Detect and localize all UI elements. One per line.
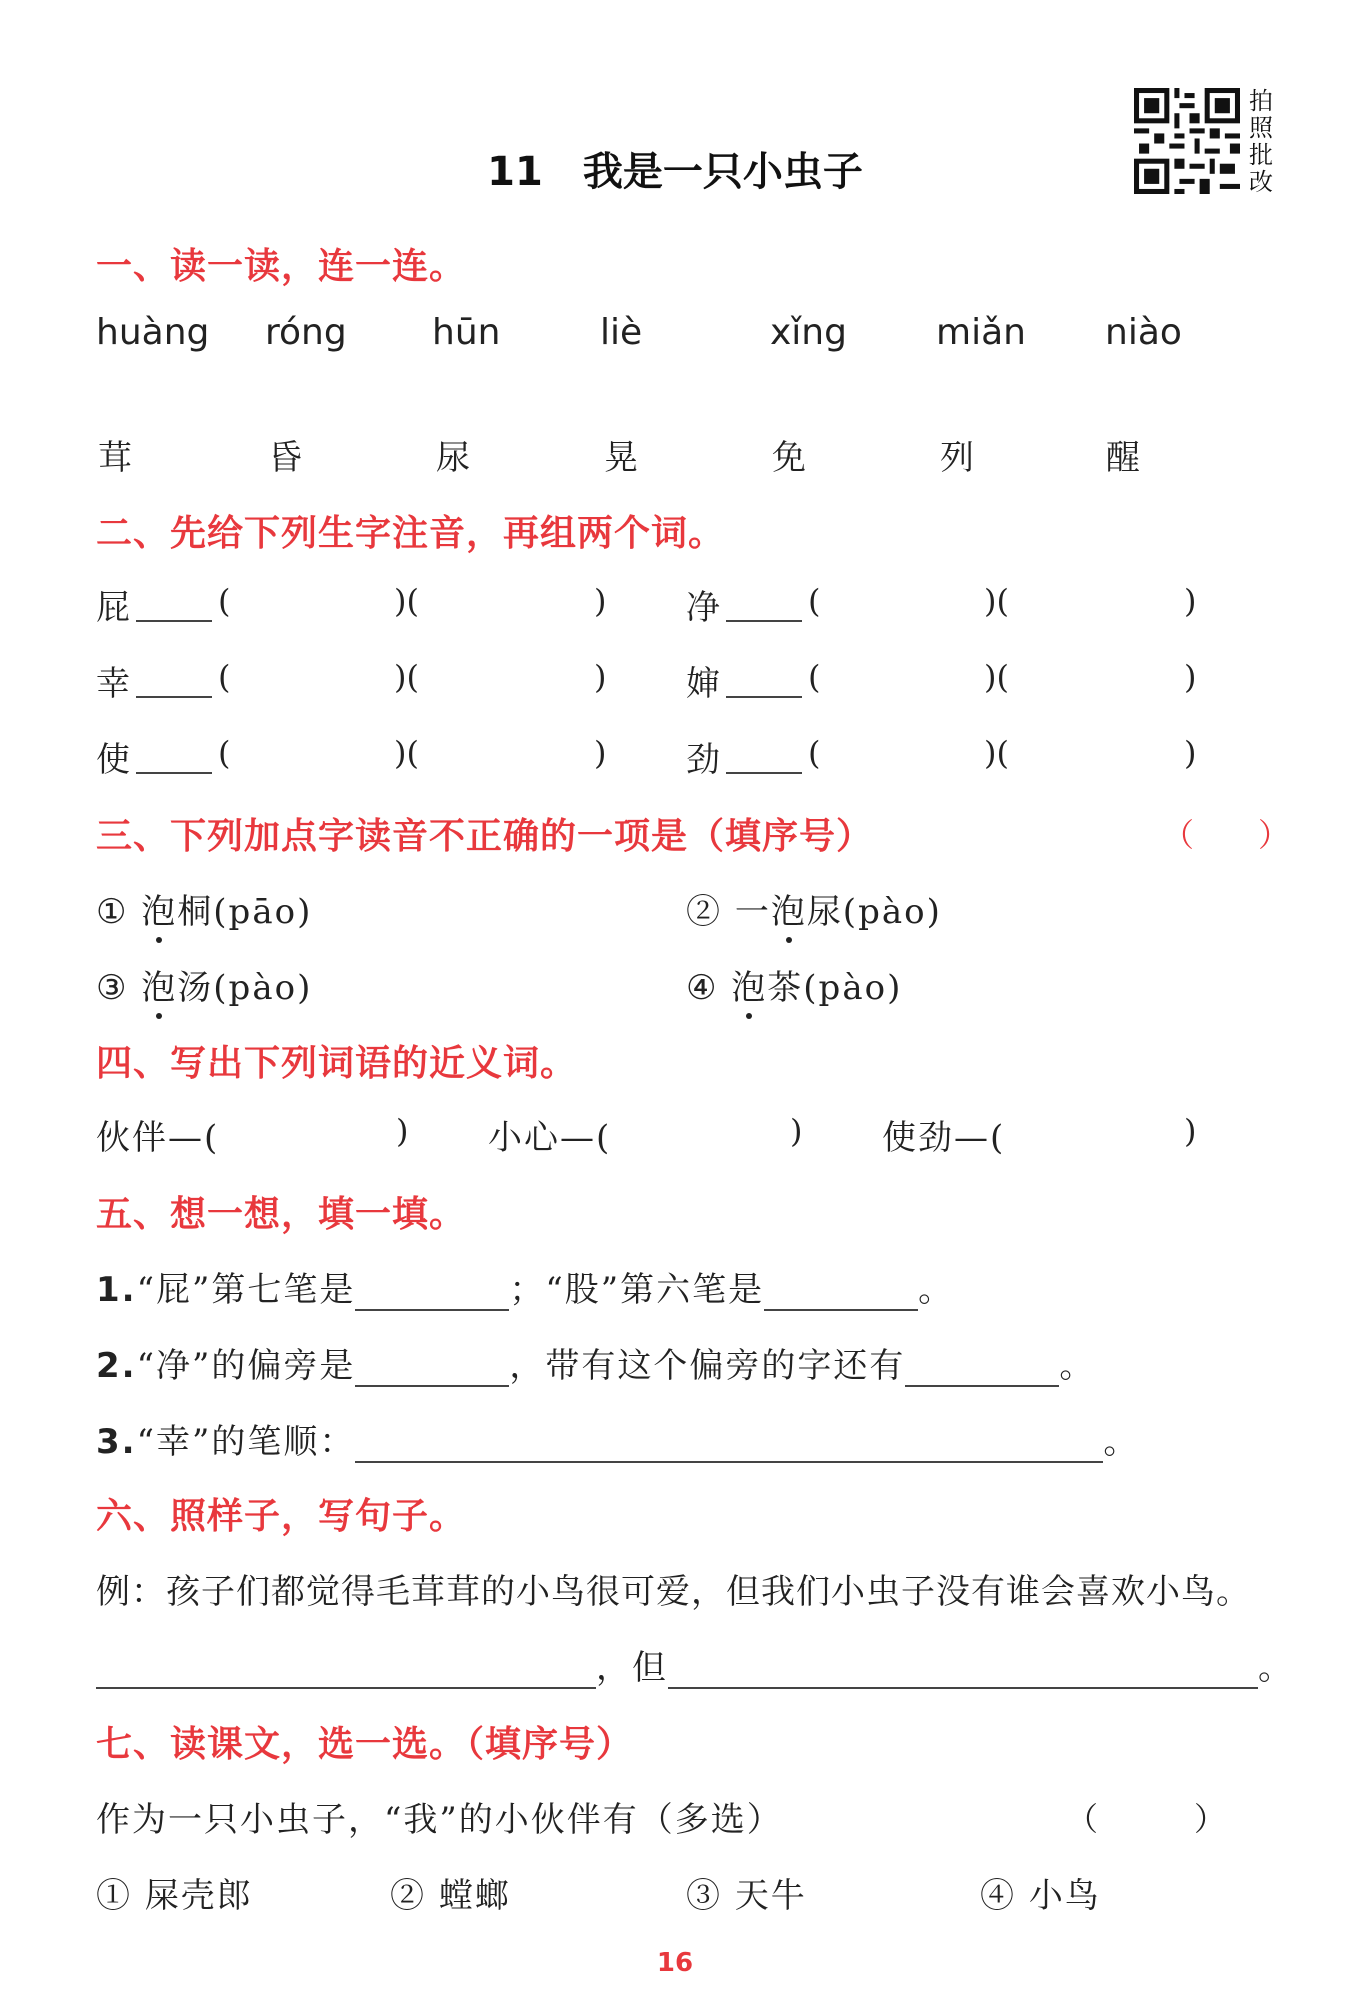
word-paren-1[interactable]: ( xyxy=(808,582,821,620)
synonym-word: 伙伴—( xyxy=(96,1118,220,1158)
s2-char: 劲 xyxy=(686,740,722,780)
word-paren-2-close: ) xyxy=(594,658,607,696)
s3-option-3[interactable]: ③ 泡汤(pào) xyxy=(96,960,312,1009)
hanzi-item: 昏 xyxy=(268,438,302,478)
word-paren-1[interactable]: ( xyxy=(218,582,231,620)
s5-question-2: 2.“净”的偏旁是 ，带有这个偏旁的字还有 。 xyxy=(96,1346,1096,1386)
s7-option-1[interactable]: ① 屎壳郎 xyxy=(96,1876,253,1916)
fill-blank[interactable] xyxy=(96,1655,596,1689)
s6-answer-line: ，但 。 xyxy=(96,1640,1294,1689)
word-paren-1-close: )( xyxy=(984,582,1009,620)
fill-blank[interactable] xyxy=(355,1429,1103,1463)
qr-label: 拍 照 批 改 xyxy=(1249,87,1273,196)
synonym-paren-close: ) xyxy=(1184,1112,1197,1150)
pinyin-item: liè xyxy=(600,312,643,353)
example-sentence: 例：孩子们都觉得毛茸茸的小鸟很可爱，但我们小虫子没有谁会喜欢小鸟。 xyxy=(96,1572,1251,1612)
synonym-word: 小心—( xyxy=(488,1118,612,1158)
pinyin-item: miǎn xyxy=(936,312,1026,353)
hanzi-item: 列 xyxy=(940,438,974,478)
hanzi-item: 免 xyxy=(772,438,806,478)
s3-option-1[interactable]: ① 泡桐(pāo) xyxy=(96,884,312,933)
s2-char: 屁 xyxy=(96,588,132,628)
section-6-heading: 六、照样子，写句子。 xyxy=(96,1496,467,1537)
pinyin-item: xǐng xyxy=(770,312,847,353)
fill-blank[interactable] xyxy=(355,1353,509,1387)
section-7-heading: 七、读课文，选一选。（填序号） xyxy=(96,1724,634,1765)
word-paren-1[interactable]: ( xyxy=(218,658,231,696)
fill-blank[interactable] xyxy=(905,1353,1059,1387)
s2-char: 净 xyxy=(686,588,722,628)
synonym-word: 使劲—( xyxy=(882,1118,1006,1158)
s2-char: 使 xyxy=(96,740,132,780)
s7-option-4[interactable]: ④ 小鸟 xyxy=(980,1876,1101,1916)
word-paren-1[interactable]: ( xyxy=(218,734,231,772)
word-paren-2-close: ) xyxy=(1184,582,1197,620)
section-4-heading: 四、写出下列词语的近义词。 xyxy=(96,1043,578,1084)
hanzi-item: 晃 xyxy=(604,438,638,478)
hanzi-item: 醒 xyxy=(1106,438,1140,478)
pinyin-item: niào xyxy=(1105,312,1182,353)
pinyin-blank[interactable] xyxy=(136,588,212,622)
word-paren-1-close: )( xyxy=(394,582,419,620)
s5-question-3: 3.“幸”的笔顺： 。 xyxy=(96,1422,1140,1462)
word-paren-1-close: )( xyxy=(394,658,419,696)
pinyin-blank[interactable] xyxy=(136,664,212,698)
s2-char: 幸 xyxy=(96,664,132,704)
pinyin-item: huàng xyxy=(96,312,210,353)
word-paren-2-close: ) xyxy=(1184,658,1197,696)
section-5-heading: 五、想一想，填一填。 xyxy=(96,1194,467,1235)
s7-option-2[interactable]: ② 螳螂 xyxy=(390,1876,511,1916)
answer-paren[interactable]: （ ） xyxy=(1066,1800,1227,1838)
word-paren-1[interactable]: ( xyxy=(808,734,821,772)
word-paren-1-close: )( xyxy=(984,658,1009,696)
page-number: 16 xyxy=(656,1948,694,1978)
pinyin-item: hūn xyxy=(432,312,501,353)
qr-code-icon[interactable] xyxy=(1134,88,1240,194)
answer-paren[interactable]: （ ） xyxy=(1162,816,1291,854)
pinyin-blank[interactable] xyxy=(726,740,802,774)
pinyin-item: róng xyxy=(265,312,347,353)
s3-option-4[interactable]: ④ 泡茶(pào) xyxy=(686,960,902,1009)
s7-option-3[interactable]: ③ 天牛 xyxy=(686,1876,807,1916)
s2-char: 婶 xyxy=(686,664,722,704)
pinyin-blank[interactable] xyxy=(726,588,802,622)
fill-blank[interactable] xyxy=(668,1655,1258,1689)
fill-blank[interactable] xyxy=(355,1277,509,1311)
hanzi-item: 尿 xyxy=(436,438,470,478)
section-1-heading: 一、读一读，连一连。 xyxy=(96,246,467,287)
s3-option-2[interactable]: ② 一泡尿(pào) xyxy=(686,884,942,933)
s7-question: 作为一只小虫子，“我”的小伙伴有（多选） xyxy=(96,1800,783,1840)
word-paren-1[interactable]: ( xyxy=(808,658,821,696)
page-title: 11 我是一只小虫子 xyxy=(487,149,863,195)
word-paren-2-close: ) xyxy=(594,734,607,772)
fill-blank[interactable] xyxy=(764,1277,918,1311)
pinyin-blank[interactable] xyxy=(726,664,802,698)
section-3-heading: 三、下列加点字读音不正确的一项是（填序号） xyxy=(96,816,874,857)
word-paren-2-close: ) xyxy=(1184,734,1197,772)
word-paren-1-close: )( xyxy=(984,734,1009,772)
s5-question-1: 1.“屁”第七笔是 ；“股”第六笔是 。 xyxy=(96,1270,955,1310)
synonym-paren-close: ) xyxy=(396,1112,409,1150)
hanzi-item: 茸 xyxy=(98,438,132,478)
pinyin-blank[interactable] xyxy=(136,740,212,774)
synonym-paren-close: ) xyxy=(790,1112,803,1150)
word-paren-2-close: ) xyxy=(594,582,607,620)
word-paren-1-close: )( xyxy=(394,734,419,772)
section-2-heading: 二、先给下列生字注音，再组两个词。 xyxy=(96,513,726,554)
